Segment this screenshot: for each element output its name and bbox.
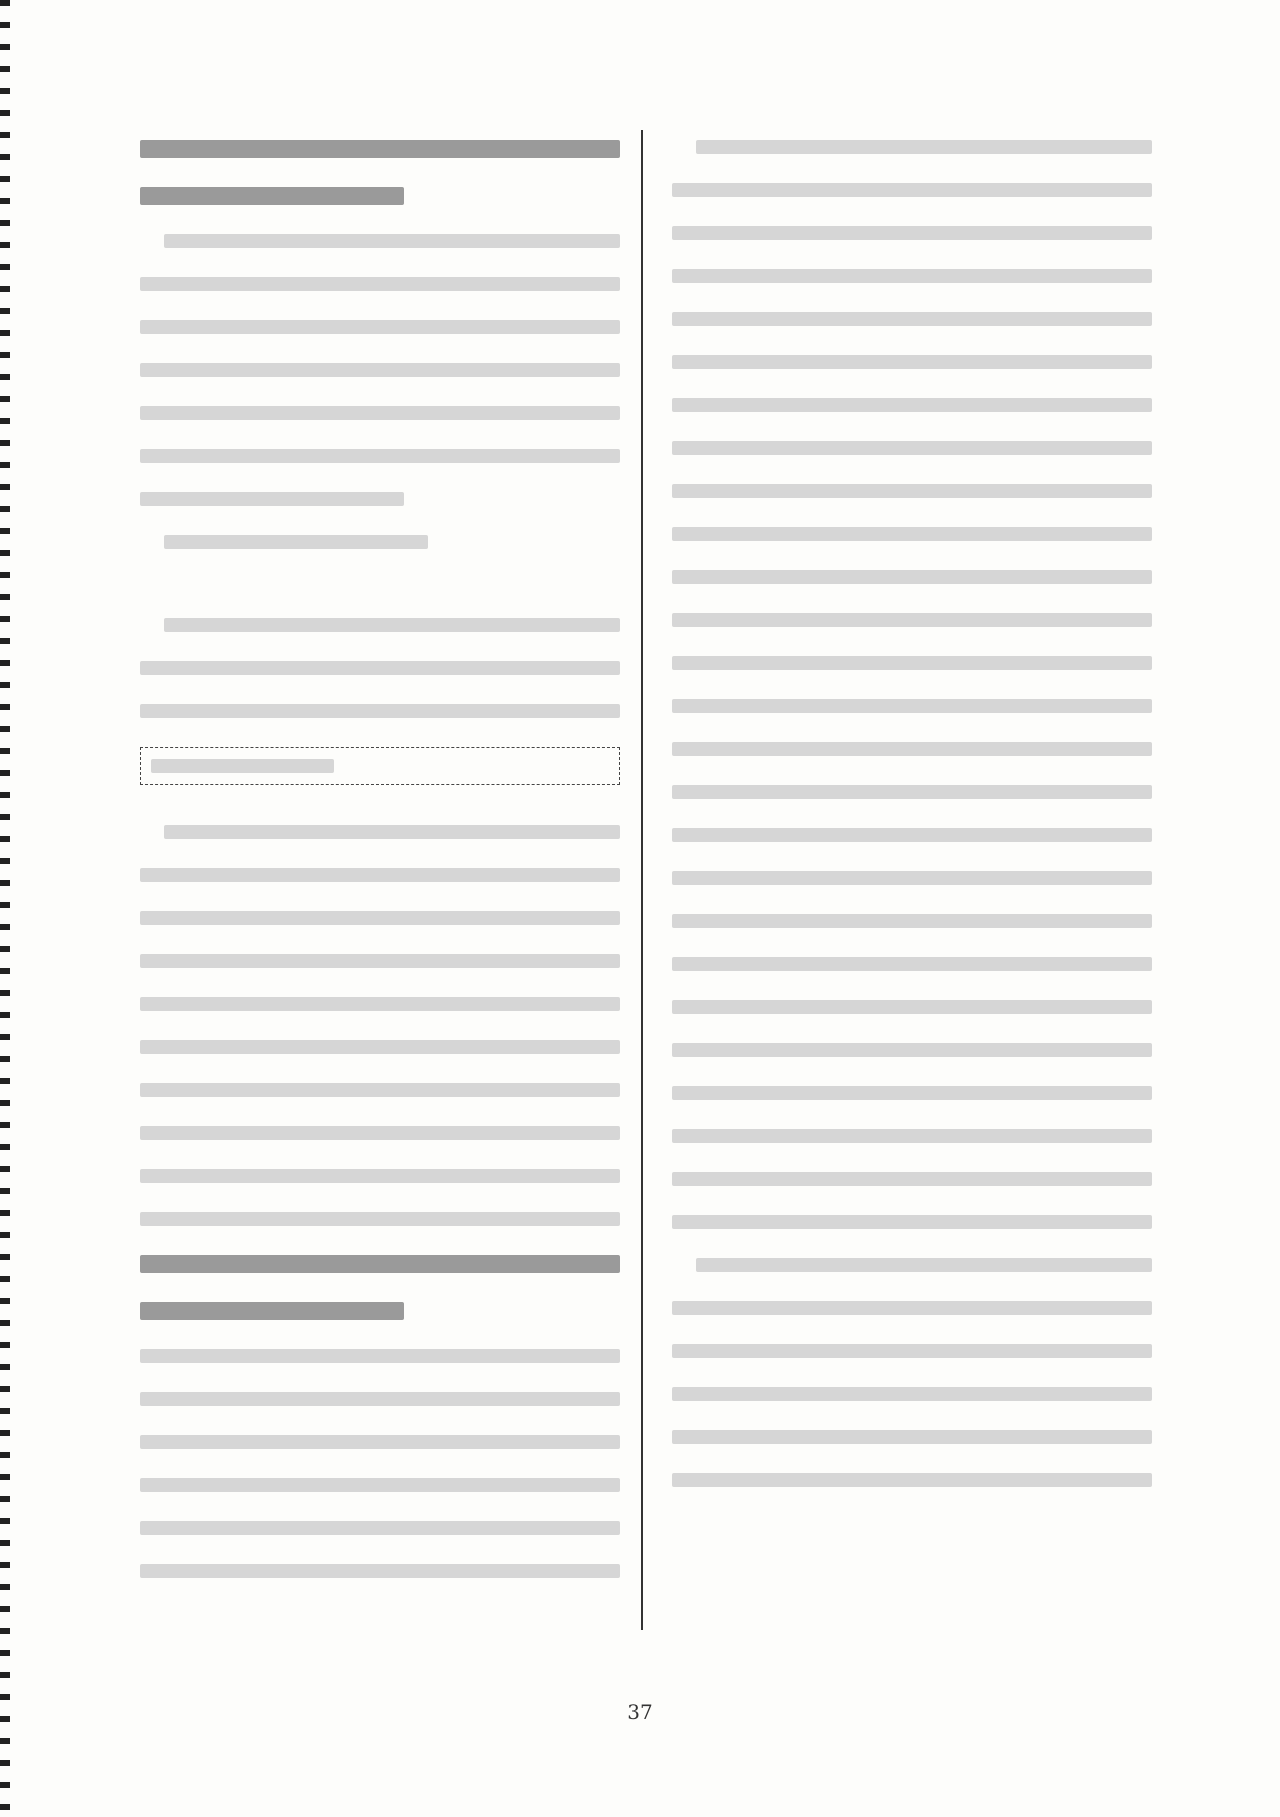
text-line-redacted <box>140 868 620 882</box>
text-line-redacted <box>140 954 620 968</box>
section-heading-redacted <box>140 140 620 158</box>
text-line-redacted <box>140 1349 620 1363</box>
text-line-redacted <box>672 183 1152 197</box>
text-line-redacted <box>672 1043 1152 1057</box>
text-line-redacted <box>672 699 1152 713</box>
section-heading-redacted <box>140 1255 620 1273</box>
text-line-redacted <box>672 398 1152 412</box>
text-line-redacted <box>140 1521 620 1535</box>
text-line-redacted <box>140 406 620 420</box>
text-line-redacted <box>140 1564 620 1578</box>
text-line-redacted <box>672 1344 1152 1358</box>
text-line-redacted <box>672 312 1152 326</box>
text-line-redacted <box>672 269 1152 283</box>
right-column <box>672 140 1152 1516</box>
text-line-redacted <box>672 1000 1152 1014</box>
quote-line-redacted <box>164 618 620 632</box>
text-line-redacted <box>140 277 620 291</box>
page-number: 37 <box>627 1700 653 1724</box>
quote-line-redacted <box>140 704 620 718</box>
section-heading-redacted <box>140 1302 404 1320</box>
text-line-redacted <box>140 997 620 1011</box>
text-line-redacted <box>672 656 1152 670</box>
text-line-redacted <box>140 911 620 925</box>
text-line-redacted <box>140 492 404 506</box>
citation-box <box>140 747 620 785</box>
text-line-redacted <box>140 1040 620 1054</box>
text-line-redacted <box>672 871 1152 885</box>
text-line-redacted <box>672 1129 1152 1143</box>
text-line-redacted <box>140 320 620 334</box>
text-line-redacted <box>164 825 620 839</box>
text-line-redacted <box>672 742 1152 756</box>
text-line-redacted <box>672 613 1152 627</box>
text-line-redacted <box>696 1258 1152 1272</box>
text-line-redacted <box>140 1392 620 1406</box>
text-line-redacted <box>672 1301 1152 1315</box>
text-line-redacted <box>672 785 1152 799</box>
text-line-redacted <box>140 1083 620 1097</box>
text-line-redacted <box>672 355 1152 369</box>
text-line-redacted <box>672 484 1152 498</box>
text-line-redacted <box>672 527 1152 541</box>
text-line-redacted <box>672 957 1152 971</box>
text-line-redacted <box>672 226 1152 240</box>
text-line-redacted <box>672 1473 1152 1487</box>
text-line-redacted <box>672 441 1152 455</box>
text-line-redacted <box>672 914 1152 928</box>
text-line-redacted <box>672 1430 1152 1444</box>
text-line-redacted <box>140 363 620 377</box>
text-line-redacted <box>164 535 428 549</box>
column-divider <box>641 130 643 1630</box>
text-line-redacted <box>140 1212 620 1226</box>
text-line-redacted <box>140 1478 620 1492</box>
text-line-redacted <box>140 1435 620 1449</box>
text-line-redacted <box>672 1215 1152 1229</box>
left-column <box>140 140 620 1607</box>
text-line-redacted <box>672 570 1152 584</box>
text-line-redacted <box>672 1086 1152 1100</box>
text-line-redacted <box>164 234 620 248</box>
text-line-redacted <box>140 1169 620 1183</box>
text-line-redacted <box>696 140 1152 154</box>
text-line-redacted <box>672 1172 1152 1186</box>
text-line-redacted <box>672 1387 1152 1401</box>
text-line-redacted <box>140 1126 620 1140</box>
section-heading-redacted <box>140 187 404 205</box>
text-line-redacted <box>140 449 620 463</box>
binding-edge <box>0 0 10 1817</box>
quote-line-redacted <box>140 661 620 675</box>
text-line-redacted <box>672 828 1152 842</box>
